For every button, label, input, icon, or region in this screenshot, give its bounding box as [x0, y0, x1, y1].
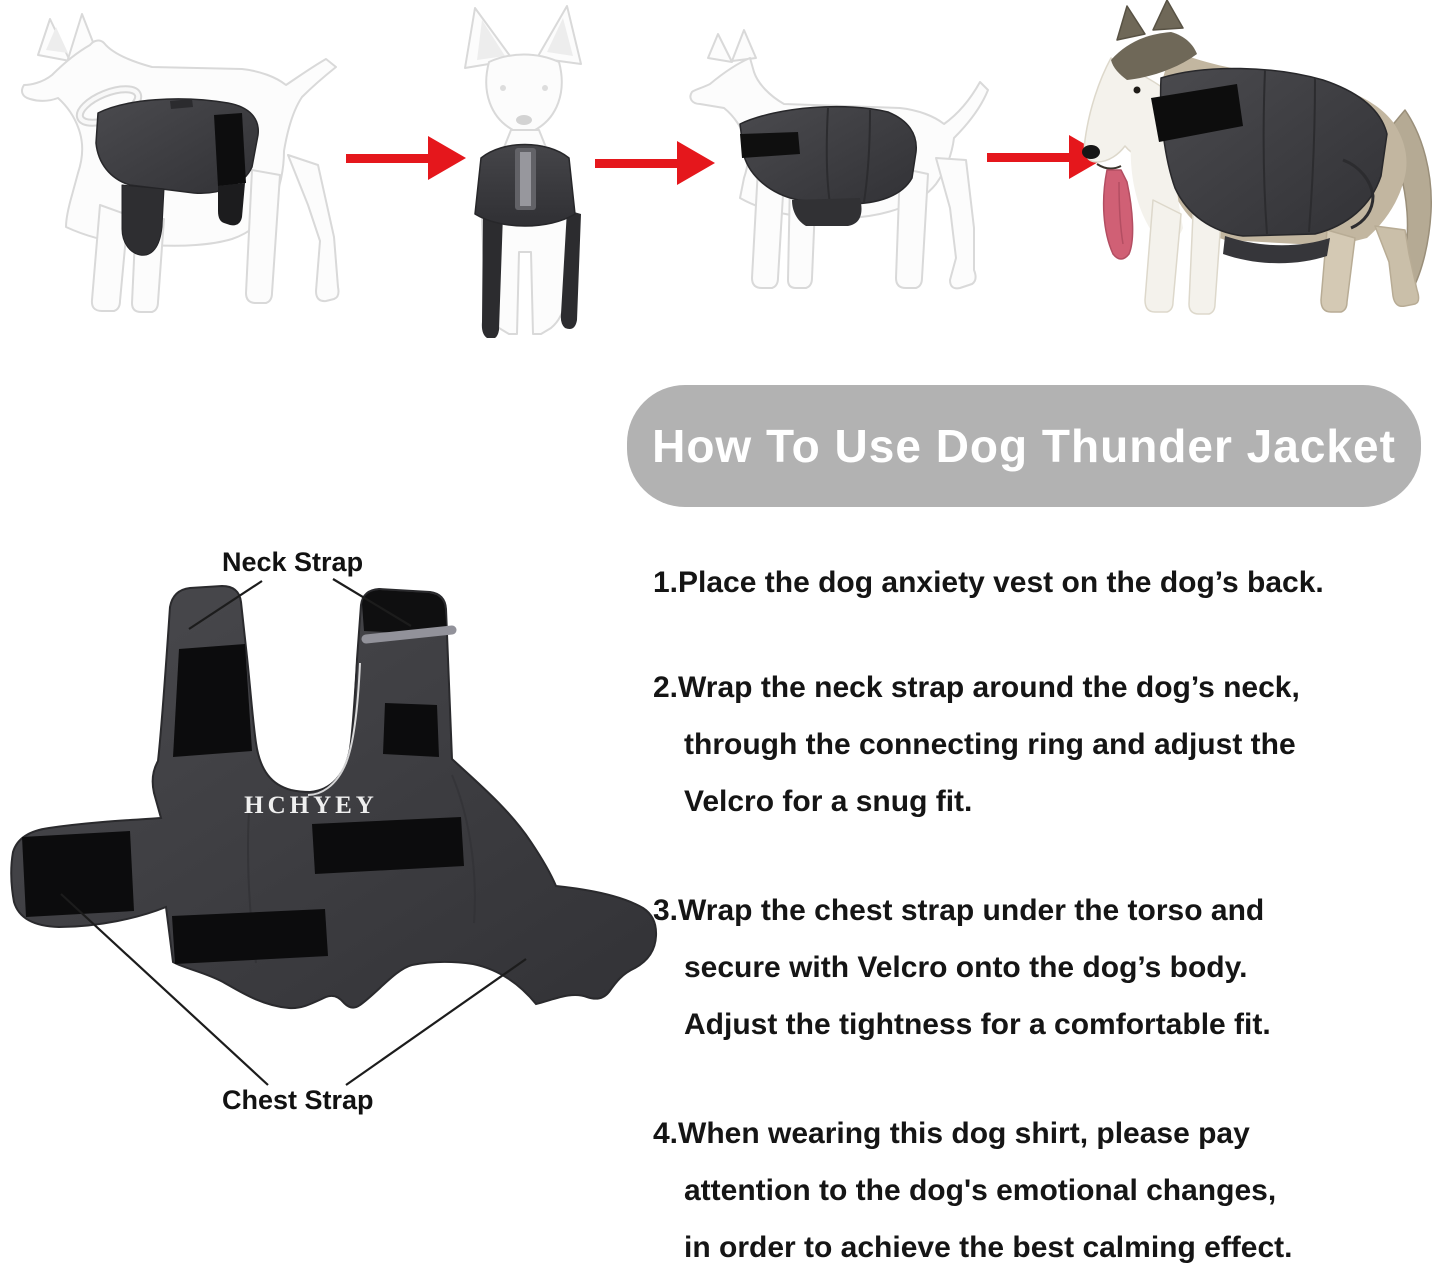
instruction-step-3 — [653, 882, 1445, 1053]
step-line: in order to achieve the best calming effect. — [684, 1231, 1293, 1264]
instruction-step-4 — [653, 1105, 1445, 1269]
step-line: 3.Wrap the chest strap under the torso and — [653, 894, 1265, 927]
neck-strap-label: Neck Strap — [222, 547, 364, 577]
title-banner — [627, 385, 1421, 507]
usage-steps-strip — [0, 0, 1445, 340]
vest-flat-diagram — [0, 545, 660, 1165]
mannequin-dog-side-vest-wrapped-image — [688, 28, 998, 308]
step-line: Adjust the tightness for a comfortable fit. — [684, 1008, 1271, 1041]
chest-strap-label: Chest Strap — [222, 1085, 374, 1115]
brand-logo: HCHYEY — [244, 792, 378, 819]
dog-eye — [1134, 87, 1141, 94]
vest-chest-velcro — [740, 132, 800, 158]
step-line: Velcro for a snug fit. — [684, 785, 973, 818]
step-line: 1.Place the dog anxiety vest on the dog’s back. — [653, 566, 1324, 599]
dog-tongue — [1104, 170, 1133, 259]
step-line: through the connecting ring and adjust the — [684, 728, 1296, 761]
instruction-step-1 — [653, 554, 1445, 611]
body-velcro-lower — [172, 909, 328, 964]
instruction-step-2 — [653, 659, 1445, 830]
step-line: attention to the dog's emotional changes, — [684, 1174, 1277, 1207]
neck-opening-piping — [256, 660, 354, 788]
mannequin-dog-front-neck-strap-image — [455, 0, 605, 338]
body-velcro-upper — [312, 817, 464, 874]
step-line: 4.When wearing this dog shirt, please pay — [653, 1117, 1250, 1150]
dog-nose — [1082, 145, 1100, 159]
step-line: 2.Wrap the neck strap around the dog’s neck, — [653, 671, 1300, 704]
right-neck-strap-velcro — [383, 703, 439, 757]
vest-velcro-strip — [214, 113, 246, 186]
left-wing-velcro — [22, 831, 134, 917]
step-line: secure with Velcro onto the dog’s body. — [684, 951, 1248, 984]
banner-title: How To Use Dog Thunder Jacket — [652, 420, 1396, 472]
red-arrow-right-icon — [346, 132, 468, 184]
mannequin-dog-side-vest-draped-image — [12, 5, 342, 320]
husky-dog-wearing-jacket-image — [1075, 0, 1445, 322]
left-neck-strap-velcro — [173, 644, 252, 757]
